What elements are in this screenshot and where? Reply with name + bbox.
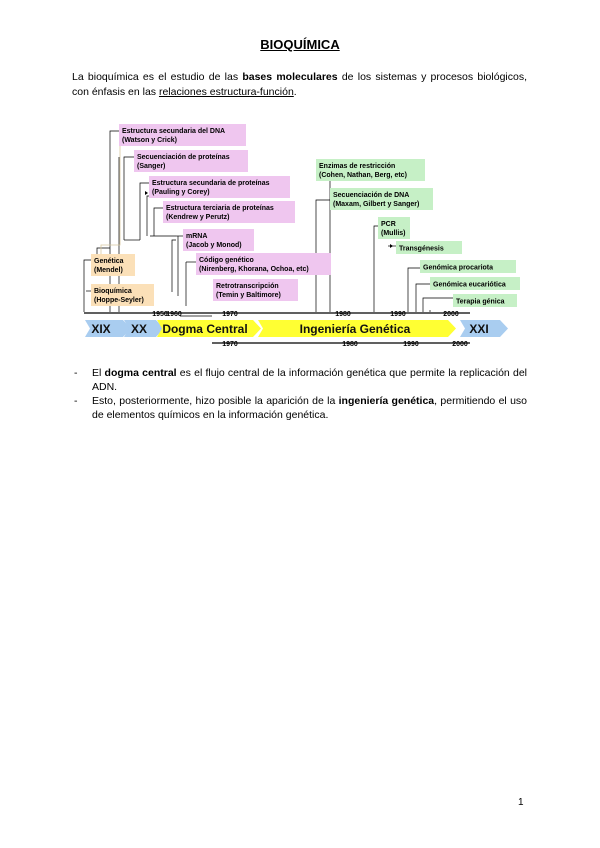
arrow-head: [145, 191, 148, 195]
box-secdna: [330, 188, 433, 210]
diagram-boxes: [91, 124, 520, 307]
bullet-list: [72, 366, 527, 422]
connector-line: [84, 260, 91, 312]
year-label-top: 1990: [390, 311, 406, 318]
box-label: Estructura secundaria del DNA: [122, 128, 226, 135]
year-label-top: 1950: [152, 311, 168, 318]
box-label: Bioquímica: [94, 288, 132, 295]
box-mrna: [183, 229, 254, 251]
page-number: 1: [518, 797, 524, 808]
box-sublabel: (Mendel): [94, 267, 123, 274]
box-sublabel: (Hoppe-Seyler): [94, 297, 144, 304]
box-procariota: [420, 260, 516, 273]
bullet-item: - El dogma central es el flujo central de la información genética que permite la replicación del ADN.: [74, 367, 527, 393]
box-sublabel: (Temin y Baltimore): [216, 292, 281, 299]
year-label-bottom: 1970: [222, 341, 238, 348]
year-label-top: 2000: [443, 311, 459, 318]
year-label-bottom: 2000: [452, 341, 468, 348]
box-transgenesis: [396, 241, 462, 254]
year-label-top: 1960: [166, 311, 182, 318]
box-label: Estructura secundaria de proteínas: [152, 180, 270, 187]
box-sublabel: (Watson y Crick): [122, 137, 177, 144]
connector-line: [124, 157, 134, 240]
connector-line: [408, 268, 420, 312]
year-label-top: 1980: [335, 311, 351, 318]
box-sublabel: (Cohen, Nathan, Berg, etc): [319, 172, 407, 179]
connector-line: [97, 248, 110, 254]
connector-line: [423, 298, 453, 312]
box-label: Retrotranscripción: [216, 283, 279, 290]
box-label: Genética: [94, 258, 124, 265]
box-sublabel: (Sanger): [137, 163, 166, 170]
connector-line: [140, 183, 149, 240]
era-label: XX: [130, 322, 148, 336]
box-sublabel: (Kendrew y Perutz): [166, 214, 230, 221]
box-secprot: [134, 150, 248, 172]
box-label: Genómica eucariótica: [433, 281, 506, 289]
bullet-item: - Esto, posteriormente, hizo posible la aparición de la ingeniería genética, permitiendo el uso de elementos químicos en la información genética.: [74, 395, 528, 421]
year-label-top: 1970: [222, 311, 238, 318]
arrow-head: [390, 244, 393, 248]
year-label-bottom: 1980: [342, 341, 358, 348]
box-label: Genómica procariota: [423, 264, 494, 272]
box-label: PCR: [381, 221, 396, 228]
connector-line: [374, 226, 378, 312]
era-label: XIX: [91, 322, 111, 336]
intro-paragraph: La bioquímica es el estudio de las bases moleculares de los sistemas y procesos biológicos, con énfasis en las relaciones estructura-función.: [72, 71, 527, 98]
box-codigo: [196, 253, 331, 275]
box-sublabel: (Mullis): [381, 230, 406, 237]
era-label: Dogma Central: [162, 322, 248, 336]
box-label: Enzimas de restricción: [319, 163, 396, 170]
box-sublabel: (Jacob y Monod): [186, 242, 242, 249]
box-label: Terapia génica: [456, 298, 505, 306]
box-sublabel: (Nirenberg, Khorana, Ochoa, etc): [199, 266, 309, 273]
connector-line: [154, 208, 163, 236]
era-label: Ingeniería Genética: [299, 322, 411, 336]
box-sublabel: (Maxam, Gilbert y Sanger): [333, 201, 420, 208]
box-pcr: [378, 217, 410, 239]
year-label-bottom: 1990: [403, 341, 419, 348]
box-enzimas: [316, 159, 425, 181]
box-retro: [213, 279, 298, 301]
connector-line: [101, 132, 120, 254]
box-label: Estructura terciaria de proteínas: [166, 205, 274, 212]
box-label: Código genético: [199, 257, 254, 264]
box-estterprot: [163, 201, 295, 223]
box-bioquimica: [91, 284, 154, 306]
connector-line: [147, 196, 150, 236]
box-dna: [119, 124, 246, 146]
box-label: Secuenciación de DNA: [333, 192, 410, 199]
connector-line: [316, 160, 330, 312]
box-sublabel: (Pauling y Corey): [152, 189, 210, 196]
page-title: BIOQUÍMICA: [260, 37, 340, 52]
connector-line: [172, 240, 176, 292]
era-label: XXI: [469, 322, 489, 336]
box-label: mRNA: [186, 233, 208, 240]
box-terapia: [453, 294, 517, 307]
box-eucariota: [430, 277, 520, 290]
box-label: Transgénesis: [399, 245, 444, 253]
timeline: [84, 311, 508, 348]
box-label: Secuenciación de proteínas: [137, 154, 230, 161]
box-estsecprot: [149, 176, 290, 198]
box-genetica: [91, 254, 135, 276]
